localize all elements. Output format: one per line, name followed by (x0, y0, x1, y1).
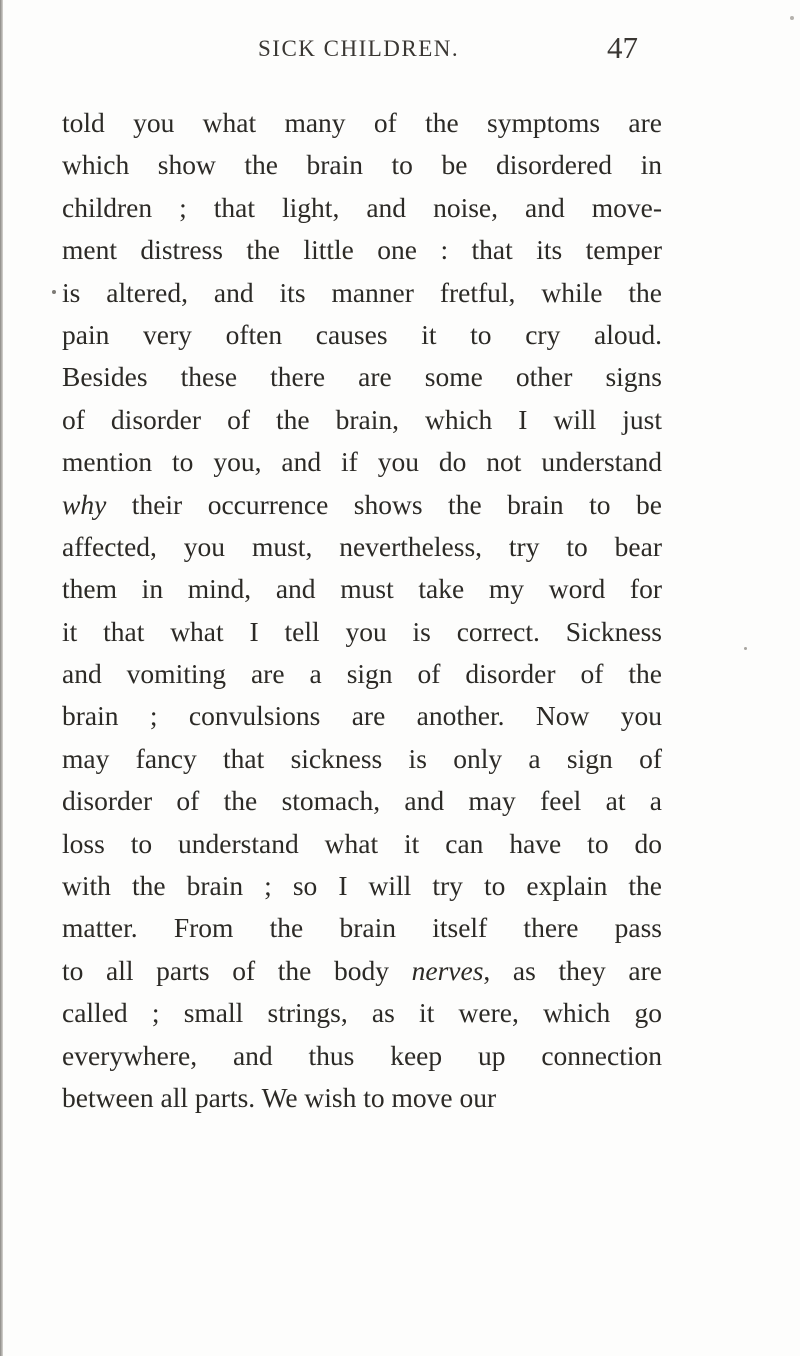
text-line: told you what many of the symptoms are (62, 107, 662, 138)
text-line: which show the brain to be disordered in (62, 149, 662, 181)
text-segment: their occurrence shows the brain to be (106, 488, 662, 520)
text-line: everywhere, and thus keep up connection (62, 1039, 662, 1071)
running-head (0, 30, 800, 80)
text-line: pain very often causes it to cry aloud. (62, 318, 662, 350)
page-number: 47 (607, 30, 638, 65)
text-line: and vomiting are a sign of disorder of the (62, 658, 662, 690)
text-line (62, 484, 662, 526)
text-segment: , as they are (483, 954, 662, 986)
text-line: is altered, and its manner fretful, while the (62, 276, 662, 308)
text-line: between all parts. We wish to move our (62, 1081, 497, 1113)
text-line: disorder of the stomach, and may feel at a (62, 785, 662, 817)
running-title: SICK CHILDREN. (258, 36, 460, 61)
text-line: them in mind, and must take my word for (62, 573, 662, 605)
print-speck (744, 647, 747, 650)
text-line: of disorder of the brain, which I will just (62, 403, 662, 435)
print-speck (790, 16, 794, 20)
page-binding-edge (0, 0, 3, 1356)
text-line: ment distress the little one : that its temper (62, 234, 662, 266)
text-line: mention to you, and if you do not understand (62, 446, 662, 478)
text-segment: to all parts of the body (62, 954, 412, 986)
text-line: with the brain ; so I will try to explain the (62, 870, 662, 902)
text-line: children ; that light, and noise, and move- (62, 191, 662, 223)
text-line: Besides these there are some other signs (62, 361, 662, 393)
text-line (62, 950, 662, 992)
body-text (62, 102, 662, 1119)
text-line: it that what I tell you is correct. Sickness (62, 615, 662, 647)
text-line: matter. From the brain itself there pass (62, 912, 662, 944)
text-line: loss to understand what it can have to do (62, 827, 662, 859)
text-line: affected, you must, nevertheless, try to bear (62, 530, 662, 562)
text-line: may fancy that sickness is only a sign of (62, 742, 662, 774)
italic-word-why: why (62, 488, 107, 520)
italic-word-nerves: nerves (411, 954, 484, 986)
text-line: called ; small strings, as it were, which go (62, 997, 662, 1029)
text-line: brain ; convulsions are another. Now you (62, 700, 662, 732)
print-speck (52, 290, 56, 294)
